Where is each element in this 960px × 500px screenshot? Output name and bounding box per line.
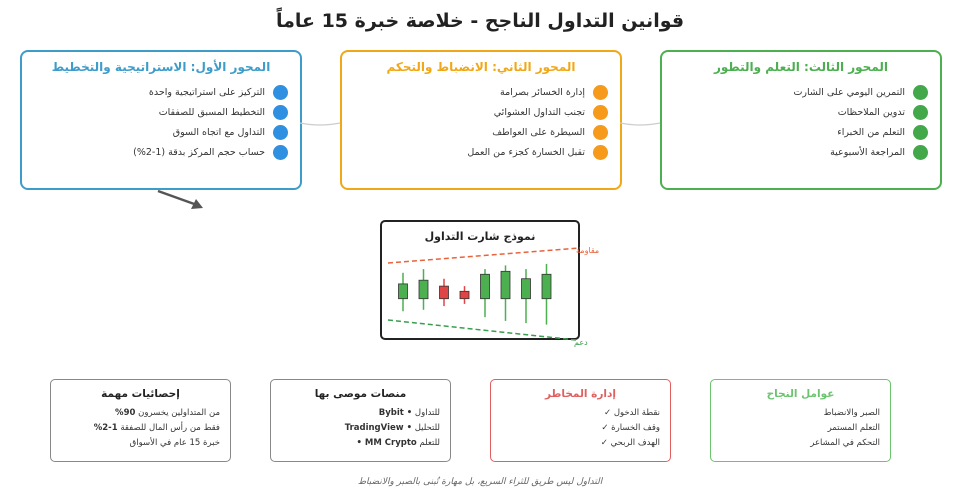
list-item	[34, 82, 288, 102]
list-item-label: المراجعة الأسبوعية	[830, 146, 905, 158]
line-text: التعلم المستمر	[827, 423, 880, 433]
line-value: • Bybit	[378, 408, 413, 418]
line-text: الهدف الربحي	[610, 438, 660, 448]
list-item-label: تجنب التداول العشوائي	[493, 106, 585, 118]
list-item-label: التداول مع اتجاه السوق	[172, 126, 265, 138]
bullet-dot-icon	[593, 145, 608, 160]
list-item	[674, 122, 928, 142]
bullet-dot-icon	[913, 105, 928, 120]
candlestick-chart	[380, 220, 590, 350]
list-item-label: تدوين الملاحظات	[837, 106, 905, 118]
check-icon: ✓	[601, 423, 609, 433]
card-line	[281, 408, 440, 423]
candle-body	[522, 279, 531, 299]
candle-body	[501, 271, 510, 298]
list-item-label: تقبل الخسارة كجزء من العمل	[467, 146, 585, 158]
list-item-label: التخطيط المسبق للصفقات	[158, 106, 265, 118]
list-item-label: حساب حجم المركز بدقة (1-2%)	[133, 146, 265, 158]
pillar-discipline	[340, 50, 622, 190]
line-text: التحكم في المشاعر	[810, 438, 880, 448]
line-text: من المتداولين يخسرون	[138, 408, 220, 418]
arrow-icon	[155, 188, 215, 218]
line-text: نقطة الدخول	[613, 408, 660, 418]
bullet-dot-icon	[273, 125, 288, 140]
candle-body	[460, 291, 469, 298]
card-line	[501, 423, 660, 438]
card-line	[501, 438, 660, 453]
list-item-label: السيطرة على العواطف	[492, 126, 585, 138]
bullet-dot-icon	[593, 85, 608, 100]
card-line	[61, 408, 220, 423]
page-title: قوانين التداول الناجح - خلاصة خبرة 15 عاماً	[275, 10, 685, 32]
line-value: 1-2%	[93, 423, 118, 433]
risk-card	[490, 379, 671, 462]
line-text: للتعلم	[419, 438, 440, 448]
footer-note: التداول ليس طريق للثراء السريع، بل مهارة تُبنى بالصبر والانضباط	[357, 477, 603, 487]
card-line	[721, 408, 880, 423]
line-text: الصبر والانضباط	[823, 408, 880, 418]
bullet-dot-icon	[273, 145, 288, 160]
list-item	[674, 102, 928, 122]
pillar-title: المحور الثاني: الانضباط والتحكم	[386, 60, 576, 74]
chart-title: نموذج شارت التداول	[424, 230, 536, 243]
card-line	[281, 423, 440, 438]
line-value: 90%	[115, 408, 136, 418]
candle-body	[440, 286, 449, 299]
line-value: • TradingView	[344, 423, 413, 433]
card-line	[721, 438, 880, 453]
bullet-dot-icon	[593, 105, 608, 120]
card-title: عوامل النجاح	[766, 388, 835, 400]
line-text: فقط من رأس المال للصفقة	[120, 423, 220, 433]
pillar-strategy	[20, 50, 302, 190]
pillar-learning	[660, 50, 942, 190]
line-text: للتداول	[414, 408, 440, 418]
bullet-dot-icon	[593, 125, 608, 140]
bullet-dot-icon	[913, 145, 928, 160]
platforms-card	[270, 379, 451, 462]
resistance-label: مقاومة	[576, 246, 600, 255]
list-item-label: التمرين اليومي على الشارت	[793, 86, 905, 98]
list-item	[674, 82, 928, 102]
list-item	[354, 142, 608, 162]
bullet-dot-icon	[913, 85, 928, 100]
line-value: MM Crypto •	[356, 438, 417, 448]
card-title: منصات موصى بها	[314, 388, 407, 400]
connector-line	[300, 118, 340, 128]
list-item-label: التعلم من الخبراء	[837, 126, 905, 138]
card-line	[61, 423, 220, 438]
list-item	[34, 142, 288, 162]
pillar-title: المحور الأول: الاستراتيجية والتخطيط	[51, 60, 271, 74]
line-text: وقف الخسارة	[611, 423, 660, 433]
card-line	[501, 408, 660, 423]
list-item	[354, 82, 608, 102]
card-title: إدارة المخاطر	[545, 388, 616, 400]
pillar-title: المحور الثالث: التعلم والتطور	[713, 60, 888, 74]
connector-line	[620, 118, 660, 128]
bullet-dot-icon	[273, 85, 288, 100]
candle-body	[542, 274, 551, 298]
candle-body	[399, 284, 408, 299]
check-icon: ✓	[604, 408, 612, 418]
stats-card	[50, 379, 231, 462]
candle-body	[481, 274, 490, 298]
support-label: دعم	[574, 338, 588, 347]
card-line	[61, 438, 220, 453]
check-icon: ✓	[600, 438, 608, 448]
candle-body	[419, 280, 428, 299]
list-item	[674, 142, 928, 162]
resistance-line	[388, 248, 580, 263]
bullet-dot-icon	[273, 105, 288, 120]
card-line	[721, 423, 880, 438]
line-text: خبرة 15 عام في الأسواق	[129, 438, 220, 448]
list-item-label: التركيز على استراتيجية واحدة	[148, 86, 265, 98]
card-line	[281, 438, 440, 453]
support-line	[388, 320, 576, 340]
bullet-dot-icon	[913, 125, 928, 140]
list-item-label: إدارة الخسائر بصرامة	[500, 86, 585, 98]
list-item	[354, 122, 608, 142]
card-title: إحصائيات مهمة	[101, 388, 180, 400]
success-card	[710, 379, 891, 462]
list-item	[34, 102, 288, 122]
list-item	[34, 122, 288, 142]
list-item	[354, 102, 608, 122]
line-text: للتحليل	[414, 423, 440, 433]
